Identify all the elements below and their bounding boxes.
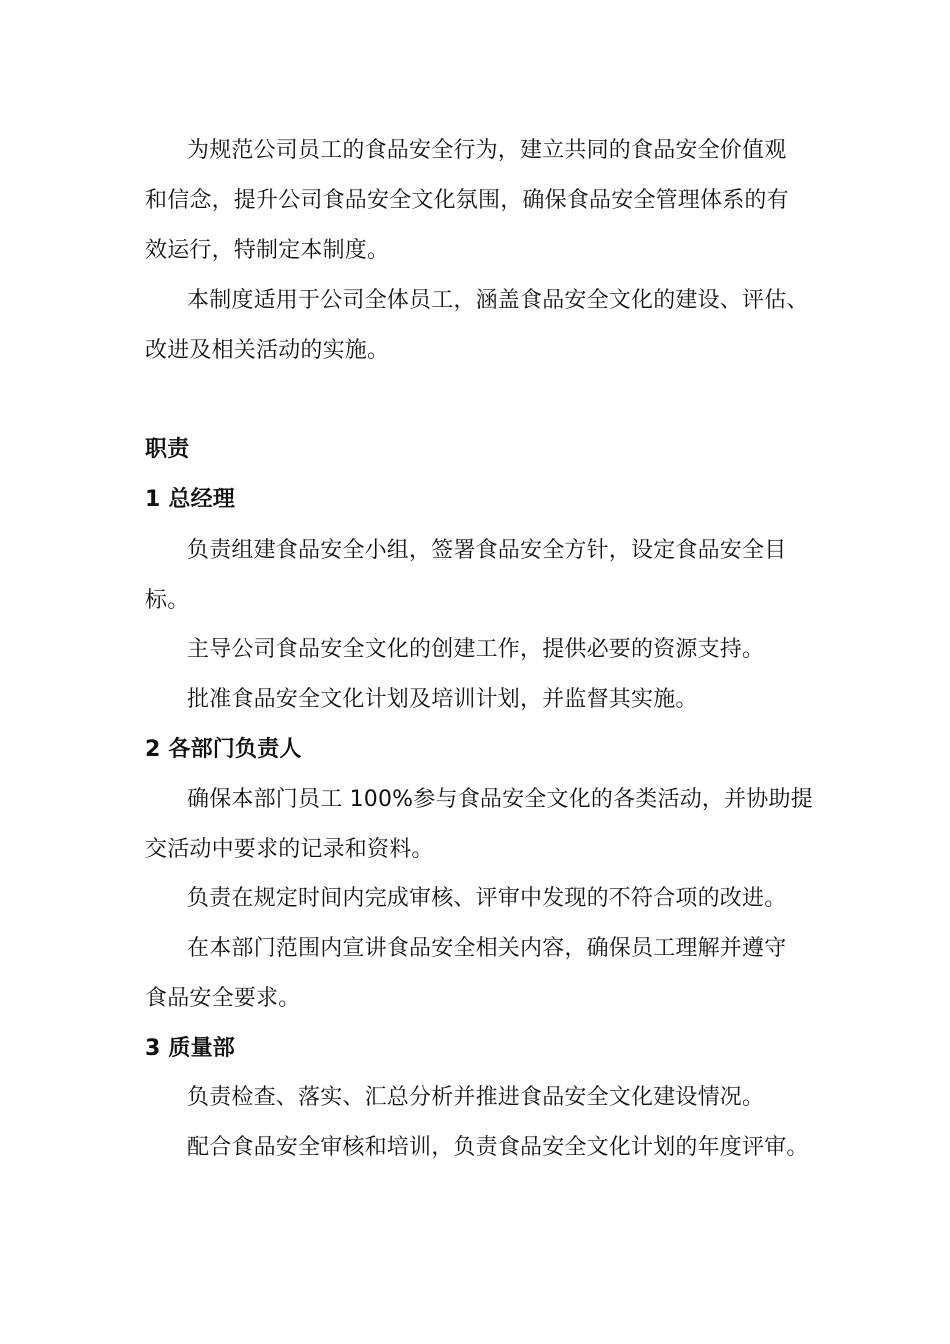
gm-item-2: 主导公司食品安全文化的创建工作，提供必要的资源支持。 (187, 637, 765, 662)
dept-heads-item-1-line-2: 交活动中要求的记录和资料。 (145, 837, 434, 862)
subsection-heading-department-heads: 2 各部门负责人 (145, 737, 302, 762)
dept-heads-item-3-line-1: 在本部门范围内宣讲食品安全相关内容，确保员工理解并遵守 (187, 936, 787, 961)
gm-item-3: 批准食品安全文化计划及培训计划，并监督其实施。 (187, 687, 698, 712)
subsection-heading-general-manager: 1 总经理 (145, 487, 235, 512)
dept-heads-item-2: 负责在规定时间内完成审核、评审中发现的不符合项的改进。 (187, 886, 787, 911)
quality-item-2: 配合食品安全审核和培训，负责食品安全文化计划的年度评审。 (187, 1135, 809, 1160)
intro-paragraph-2-line-2: 改进及相关活动的实施。 (145, 338, 390, 363)
intro-paragraph-2-line-1: 本制度适用于公司全体员工，涵盖食品安全文化的建设、评估、 (187, 288, 809, 313)
intro-paragraph-1-line-1: 为规范公司员工的食品安全行为，建立共同的食品安全价值观 (187, 138, 787, 163)
dept-heads-item-3-line-2: 食品安全要求。 (145, 986, 301, 1011)
section-title-responsibilities: 职责 (145, 437, 190, 462)
gm-item-1-line-2: 标。 (145, 588, 190, 613)
intro-paragraph-1-line-3: 效运行，特制定本制度。 (145, 238, 390, 263)
subsection-heading-quality-department: 3 质量部 (145, 1036, 235, 1061)
dept-heads-item-1-line-1: 确保本部门员工 100%参与食品安全文化的各类活动，并协助提 (187, 787, 813, 812)
intro-paragraph-1-line-2: 和信念，提升公司食品安全文化氛围，确保食品安全管理体系的有 (145, 188, 789, 213)
gm-item-1-line-1: 负责组建食品安全小组，签署食品安全方针，设定食品安全目 (187, 538, 787, 563)
quality-item-1: 负责检查、落实、汇总分析并推进食品安全文化建设情况。 (187, 1085, 765, 1110)
